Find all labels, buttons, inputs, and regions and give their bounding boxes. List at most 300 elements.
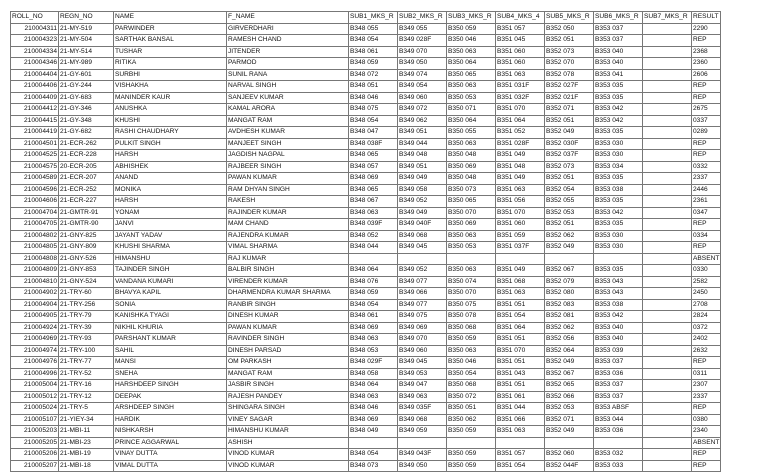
table-cell bbox=[643, 92, 692, 104]
table-cell: SUNIL RANA bbox=[227, 69, 349, 81]
table-cell: B353 035 bbox=[594, 127, 643, 139]
table-row bbox=[11, 46, 721, 58]
table-cell: B352 079 bbox=[545, 276, 594, 288]
table-cell bbox=[496, 253, 545, 265]
table-cell bbox=[643, 403, 692, 415]
table-row bbox=[11, 207, 721, 219]
table-cell: PARWINDER bbox=[114, 23, 227, 35]
table-cell: ANUSHKA bbox=[114, 104, 227, 116]
table-cell: 210005107 bbox=[11, 414, 59, 426]
table-cell: B349 045 bbox=[398, 242, 447, 254]
table-cell: B352 051 bbox=[545, 115, 594, 127]
table-cell: B352 064 bbox=[545, 345, 594, 357]
table-cell: 21-GNY-825 bbox=[59, 230, 114, 242]
table-cell: B352 027F bbox=[545, 81, 594, 93]
table-cell: ANAND bbox=[114, 173, 227, 185]
table-cell: B349 049 bbox=[398, 173, 447, 185]
table-cell: B350 068 bbox=[447, 380, 496, 392]
table-cell: 21-TRY-39 bbox=[59, 322, 114, 334]
table-cell: JAGDISH NAGPAL bbox=[227, 150, 349, 162]
table-cell: B351 049 bbox=[496, 150, 545, 162]
table-cell: B348 063 bbox=[349, 207, 398, 219]
table-cell: 21-MBI-11 bbox=[59, 426, 114, 438]
table-cell: KAMAL ARORA bbox=[227, 104, 349, 116]
table-cell: 210005206 bbox=[11, 449, 59, 461]
table-cell: B353 ABSF bbox=[594, 403, 643, 415]
table-cell: VINEY SAGAR bbox=[227, 414, 349, 426]
table-cell: B351 032F bbox=[496, 92, 545, 104]
table-cell: VISHAKHA bbox=[114, 81, 227, 93]
table-cell: B353 030 bbox=[594, 230, 643, 242]
table-cell: 21-GY-682 bbox=[59, 127, 114, 139]
table-cell: B348 054 bbox=[349, 449, 398, 461]
table-cell: 0334 bbox=[692, 230, 721, 242]
table-cell: 21-GMTR-90 bbox=[59, 219, 114, 231]
table-cell: B349 043F bbox=[398, 449, 447, 461]
table-cell: B353 042 bbox=[594, 104, 643, 116]
table-cell: 2360 bbox=[692, 58, 721, 70]
table-cell: 210005024 bbox=[11, 403, 59, 415]
table-cell: B353 041 bbox=[594, 69, 643, 81]
table-cell: B348 063 bbox=[349, 391, 398, 403]
table-cell: B353 035 bbox=[594, 81, 643, 93]
table-cell: 21-TRY-12 bbox=[59, 391, 114, 403]
table-cell: B348 058 bbox=[349, 368, 398, 380]
table-cell: B352 056 bbox=[545, 334, 594, 346]
table-cell: 21-MBI-18 bbox=[59, 460, 114, 472]
table-cell: B351 060 bbox=[496, 46, 545, 58]
table-cell: B350 073 bbox=[447, 184, 496, 196]
table-cell: 210004924 bbox=[11, 322, 59, 334]
table-cell: SAHIL bbox=[114, 345, 227, 357]
table-cell bbox=[643, 184, 692, 196]
table-cell: B353 040 bbox=[594, 322, 643, 334]
table-cell: B353 037 bbox=[594, 35, 643, 47]
table-cell: PRINCE AGGARWAL bbox=[114, 437, 227, 449]
table-cell: B349 075 bbox=[398, 311, 447, 323]
table-cell: 210004575 bbox=[11, 161, 59, 173]
table-cell: B351 063 bbox=[496, 184, 545, 196]
table-cell: ABSENT bbox=[692, 437, 721, 449]
table-row bbox=[11, 322, 721, 334]
table-cell: B352 060 bbox=[545, 449, 594, 461]
table-cell bbox=[643, 58, 692, 70]
table-cell: 210004808 bbox=[11, 253, 59, 265]
table-cell: YONAM bbox=[114, 207, 227, 219]
table-cell: 2402 bbox=[692, 334, 721, 346]
table-cell: DHARMENDRA KUMAR SHARMA bbox=[227, 288, 349, 300]
table-cell: B349 074 bbox=[398, 69, 447, 81]
table-cell: B350 064 bbox=[447, 115, 496, 127]
table-cell: B353 039 bbox=[594, 345, 643, 357]
table-cell: B352 067 bbox=[545, 368, 594, 380]
table-cell: B352 021F bbox=[545, 92, 594, 104]
table-cell: B349 053 bbox=[398, 368, 447, 380]
table-cell: TAJINDER SINGH bbox=[114, 265, 227, 277]
table-cell: B348 057 bbox=[349, 161, 398, 173]
table-cell: B353 035 bbox=[594, 173, 643, 185]
table-cell bbox=[643, 46, 692, 58]
table-cell: 21-GNY-809 bbox=[59, 242, 114, 254]
table-cell: B348 029F bbox=[349, 357, 398, 369]
table-cell: VANDANA KUMARI bbox=[114, 276, 227, 288]
column-header: ROLL_NO bbox=[11, 12, 59, 24]
table-cell: B348 064 bbox=[349, 380, 398, 392]
table-row bbox=[11, 161, 721, 173]
table-cell: B349 035F bbox=[398, 403, 447, 415]
table-cell: B348 076 bbox=[349, 276, 398, 288]
table-cell: B350 070 bbox=[447, 288, 496, 300]
table-cell: B353 037 bbox=[594, 357, 643, 369]
table-cell: B352 062 bbox=[545, 230, 594, 242]
table-cell: 2708 bbox=[692, 299, 721, 311]
table-cell: RANBIR SINGH bbox=[227, 299, 349, 311]
table-cell: 210004323 bbox=[11, 35, 59, 47]
table-cell: B349 062 bbox=[398, 115, 447, 127]
table-cell: B348 046 bbox=[349, 403, 398, 415]
table-cell: 210004704 bbox=[11, 207, 59, 219]
table-row bbox=[11, 334, 721, 346]
table-cell: 21-TRY-93 bbox=[59, 334, 114, 346]
table-cell: B353 035 bbox=[594, 92, 643, 104]
table-cell: 21-ECR-228 bbox=[59, 150, 114, 162]
table-cell bbox=[643, 81, 692, 93]
table-cell bbox=[643, 173, 692, 185]
table-row bbox=[11, 104, 721, 116]
table-cell: REP bbox=[692, 35, 721, 47]
column-header: SUB2_MKS_R bbox=[398, 12, 447, 24]
table-cell: 21-MY-989 bbox=[59, 58, 114, 70]
table-cell: 210004974 bbox=[11, 345, 59, 357]
table-cell: B350 046 bbox=[447, 35, 496, 47]
table-cell: B348 038F bbox=[349, 138, 398, 150]
table-cell: B353 043 bbox=[594, 288, 643, 300]
table-row bbox=[11, 150, 721, 162]
table-cell: B350 069 bbox=[447, 219, 496, 231]
table-row bbox=[11, 92, 721, 104]
table-cell: B352 067 bbox=[545, 265, 594, 277]
table-cell: AVDHESH KUMAR bbox=[227, 127, 349, 139]
table-cell: 2337 bbox=[692, 173, 721, 185]
table-cell: B349 069 bbox=[398, 322, 447, 334]
table-cell: B348 061 bbox=[349, 46, 398, 58]
table-cell: 21-TRY-79 bbox=[59, 311, 114, 323]
table-cell: B350 063 bbox=[447, 81, 496, 93]
table-row bbox=[11, 81, 721, 93]
table-cell: 210004406 bbox=[11, 81, 59, 93]
table-cell: B349 068 bbox=[398, 414, 447, 426]
table-row bbox=[11, 414, 721, 426]
table-cell: B352 071 bbox=[545, 414, 594, 426]
table-cell: B351 049 bbox=[496, 173, 545, 185]
header-row bbox=[11, 12, 721, 24]
table-row bbox=[11, 311, 721, 323]
column-header: SUB6_MKS_R bbox=[594, 12, 643, 24]
table-cell: B350 065 bbox=[447, 69, 496, 81]
table-cell: B353 030 bbox=[594, 150, 643, 162]
table-cell: 0380 bbox=[692, 414, 721, 426]
table-cell: RAJ KUMAR bbox=[227, 253, 349, 265]
table-cell: REP bbox=[692, 242, 721, 254]
table-cell bbox=[643, 138, 692, 150]
table-cell: B349 050 bbox=[398, 460, 447, 472]
table-cell: B348 064 bbox=[349, 265, 398, 277]
table-cell bbox=[447, 253, 496, 265]
table-cell: ABSENT bbox=[692, 253, 721, 265]
table-cell: 21-GY-348 bbox=[59, 115, 114, 127]
table-cell: 21-TRY-16 bbox=[59, 380, 114, 392]
table-cell bbox=[643, 161, 692, 173]
table-cell: OM PARKASH bbox=[227, 357, 349, 369]
table-cell: TUSHAR bbox=[114, 46, 227, 58]
table-cell: B350 072 bbox=[447, 391, 496, 403]
column-header: SUB7_MKS_R bbox=[643, 12, 692, 24]
table-cell: REP bbox=[692, 81, 721, 93]
table-cell: 21-TRY-5 bbox=[59, 403, 114, 415]
table-row bbox=[11, 138, 721, 150]
table-cell bbox=[643, 288, 692, 300]
table-cell: B352 071 bbox=[545, 104, 594, 116]
table-cell: B351 054 bbox=[496, 460, 545, 472]
table-cell: PARMOD bbox=[227, 58, 349, 70]
table-cell: B351 061 bbox=[496, 391, 545, 403]
table-cell: 210004902 bbox=[11, 288, 59, 300]
table-cell: VIRENDER KUMAR bbox=[227, 276, 349, 288]
table-cell: B348 053 bbox=[349, 345, 398, 357]
table-cell: B351 051 bbox=[496, 299, 545, 311]
table-cell: B349 060 bbox=[398, 345, 447, 357]
table-cell bbox=[643, 299, 692, 311]
table-cell: 21-TRY-256 bbox=[59, 299, 114, 311]
table-cell: B348 054 bbox=[349, 35, 398, 47]
table-cell bbox=[643, 230, 692, 242]
table-cell: 21-GNY-524 bbox=[59, 276, 114, 288]
table-cell: B350 074 bbox=[447, 276, 496, 288]
table-cell: B353 040 bbox=[594, 334, 643, 346]
table-cell bbox=[545, 437, 594, 449]
table-row bbox=[11, 345, 721, 357]
table-cell: PAWAN KUMAR bbox=[227, 322, 349, 334]
table-row bbox=[11, 23, 721, 35]
table-cell: JITENDER bbox=[227, 46, 349, 58]
table-row bbox=[11, 437, 721, 449]
table-cell: B348 065 bbox=[349, 184, 398, 196]
table-cell: B353 043 bbox=[594, 276, 643, 288]
table-cell: HARDIK bbox=[114, 414, 227, 426]
table-cell bbox=[643, 104, 692, 116]
table-body bbox=[11, 23, 721, 472]
table-cell: B353 036 bbox=[594, 426, 643, 438]
table-row bbox=[11, 184, 721, 196]
table-cell: B349 040F bbox=[398, 219, 447, 231]
table-cell: B353 042 bbox=[594, 311, 643, 323]
table-cell: B351 049 bbox=[496, 265, 545, 277]
table-cell: B350 068 bbox=[447, 322, 496, 334]
table-cell: MANJEET SINGH bbox=[227, 138, 349, 150]
table-cell: RAJINDER KUMAR bbox=[227, 207, 349, 219]
table-cell: B352 073 bbox=[545, 46, 594, 58]
table-cell: JAYANT YADAV bbox=[114, 230, 227, 242]
table-row bbox=[11, 265, 721, 277]
table-row bbox=[11, 368, 721, 380]
table-cell: 21-MY-519 bbox=[59, 23, 114, 35]
table-cell: 210005203 bbox=[11, 426, 59, 438]
table-cell: B352 051 bbox=[545, 173, 594, 185]
table-cell: B349 060 bbox=[398, 92, 447, 104]
table-cell: B351 060 bbox=[496, 219, 545, 231]
table-cell: MANSI bbox=[114, 357, 227, 369]
table-cell: 21-GMTR-91 bbox=[59, 207, 114, 219]
table-cell: 210004705 bbox=[11, 219, 59, 231]
table-cell: B348 061 bbox=[349, 311, 398, 323]
table-cell: B352 037F bbox=[545, 150, 594, 162]
table-cell: B350 078 bbox=[447, 311, 496, 323]
table-cell: SONIA bbox=[114, 299, 227, 311]
table-cell: HARSHDEEP SINGH bbox=[114, 380, 227, 392]
table-cell: B350 054 bbox=[447, 368, 496, 380]
table-row bbox=[11, 115, 721, 127]
table-cell bbox=[643, 207, 692, 219]
table-row bbox=[11, 242, 721, 254]
table-cell: B353 037 bbox=[594, 380, 643, 392]
table-cell: B348 049 bbox=[349, 426, 398, 438]
table-cell: B349 050 bbox=[398, 58, 447, 70]
table-cell: NISHKARSH bbox=[114, 426, 227, 438]
table-cell: MANGAT RAM bbox=[227, 368, 349, 380]
table-cell: 21-TRY-60 bbox=[59, 288, 114, 300]
table-cell: B350 069 bbox=[447, 161, 496, 173]
table-cell: 210004525 bbox=[11, 150, 59, 162]
table-cell: PARSHANT KUMAR bbox=[114, 334, 227, 346]
table-cell: B351 066 bbox=[496, 414, 545, 426]
table-cell: B349 068 bbox=[398, 230, 447, 242]
table-cell: B352 081 bbox=[545, 311, 594, 323]
table-cell: B349 044 bbox=[398, 138, 447, 150]
table-row bbox=[11, 449, 721, 461]
table-cell: B352 070 bbox=[545, 58, 594, 70]
table-cell: 210004904 bbox=[11, 299, 59, 311]
table-cell: B352 049 bbox=[545, 242, 594, 254]
table-cell: 21-TRY-100 bbox=[59, 345, 114, 357]
table-cell: B351 048 bbox=[496, 161, 545, 173]
table-cell: 210004969 bbox=[11, 334, 59, 346]
table-cell: B348 055 bbox=[349, 23, 398, 35]
table-cell: KHUSHI SHARMA bbox=[114, 242, 227, 254]
column-header: RESULT bbox=[692, 12, 721, 24]
table-row bbox=[11, 380, 721, 392]
table-cell bbox=[643, 449, 692, 461]
table-cell: B350 063 bbox=[447, 230, 496, 242]
table-cell: 2368 bbox=[692, 46, 721, 58]
table-cell: 210004415 bbox=[11, 115, 59, 127]
table-cell: B349 077 bbox=[398, 276, 447, 288]
table-cell: 2361 bbox=[692, 196, 721, 208]
table-cell: ASHISH bbox=[227, 437, 349, 449]
table-cell: B349 051 bbox=[398, 161, 447, 173]
column-header: SUB3_MKS_R bbox=[447, 12, 496, 24]
table-cell: 21-TRY-52 bbox=[59, 368, 114, 380]
table-cell: B351 054 bbox=[496, 311, 545, 323]
table-cell: B352 050 bbox=[545, 23, 594, 35]
table-cell: 210004409 bbox=[11, 92, 59, 104]
table-cell: NIKHIL KHURIA bbox=[114, 322, 227, 334]
table-cell: 21-GNY-526 bbox=[59, 253, 114, 265]
table-row bbox=[11, 357, 721, 369]
table-cell: 0332 bbox=[692, 161, 721, 173]
table-cell: 21-YIEY-34 bbox=[59, 414, 114, 426]
table-cell: B349 059 bbox=[398, 426, 447, 438]
table-cell: 210004346 bbox=[11, 58, 59, 70]
table-cell: B349 047 bbox=[398, 380, 447, 392]
table-cell: PAWAN KUMAR bbox=[227, 173, 349, 185]
table-cell: SURBHI bbox=[114, 69, 227, 81]
table-cell: 210004311 bbox=[11, 23, 59, 35]
table-cell bbox=[496, 437, 545, 449]
table-cell: B350 064 bbox=[447, 58, 496, 70]
table-cell bbox=[594, 437, 643, 449]
table-cell: B349 052 bbox=[398, 265, 447, 277]
table-cell: B353 038 bbox=[594, 184, 643, 196]
table-cell bbox=[643, 265, 692, 277]
table-cell: B350 059 bbox=[447, 449, 496, 461]
table-cell: SNEHA bbox=[114, 368, 227, 380]
table-cell bbox=[594, 253, 643, 265]
table-cell: B348 059 bbox=[349, 58, 398, 70]
table-cell: B351 063 bbox=[496, 426, 545, 438]
table-cell: 2450 bbox=[692, 288, 721, 300]
table-cell: B351 051 bbox=[496, 357, 545, 369]
table-cell: B349 070 bbox=[398, 46, 447, 58]
table-cell bbox=[643, 414, 692, 426]
table-cell: B349 063 bbox=[398, 391, 447, 403]
table-cell bbox=[643, 311, 692, 323]
table-cell: B349 049 bbox=[398, 207, 447, 219]
table-cell: ARSHDEEP SINGH bbox=[114, 403, 227, 415]
table-cell: RAKESH bbox=[227, 196, 349, 208]
table-cell: DINESH KUMAR bbox=[227, 311, 349, 323]
table-cell: REP bbox=[692, 357, 721, 369]
table-cell bbox=[643, 334, 692, 346]
table-cell: B352 049 bbox=[545, 426, 594, 438]
table-cell bbox=[643, 242, 692, 254]
table-cell bbox=[398, 437, 447, 449]
table-cell: 210004809 bbox=[11, 265, 59, 277]
table-cell bbox=[643, 127, 692, 139]
table-cell: B349 054 bbox=[398, 81, 447, 93]
table-cell: B351 052 bbox=[496, 127, 545, 139]
table-cell: B352 049 bbox=[545, 357, 594, 369]
table-cell: B351 063 bbox=[496, 288, 545, 300]
table-cell: B351 057 bbox=[496, 449, 545, 461]
table-cell: B352 054 bbox=[545, 184, 594, 196]
table-cell: 21-ECR-262 bbox=[59, 138, 114, 150]
table-cell: B351 064 bbox=[496, 115, 545, 127]
table-cell bbox=[643, 23, 692, 35]
table-cell: B352 073 bbox=[545, 161, 594, 173]
table-cell: B348 075 bbox=[349, 104, 398, 116]
table-cell: 210004501 bbox=[11, 138, 59, 150]
table-cell: B348 047 bbox=[349, 127, 398, 139]
table-cell: 0311 bbox=[692, 368, 721, 380]
table-cell: BHAVYA KAPIL bbox=[114, 288, 227, 300]
table-cell: B350 053 bbox=[447, 92, 496, 104]
table-cell: VINAY DUTTA bbox=[114, 449, 227, 461]
table-cell: B353 044 bbox=[594, 414, 643, 426]
table-cell: 210004805 bbox=[11, 242, 59, 254]
table-cell: 21-MY-514 bbox=[59, 46, 114, 58]
table-cell: DINESH PARSAD bbox=[227, 345, 349, 357]
table-cell: B349 066 bbox=[398, 288, 447, 300]
